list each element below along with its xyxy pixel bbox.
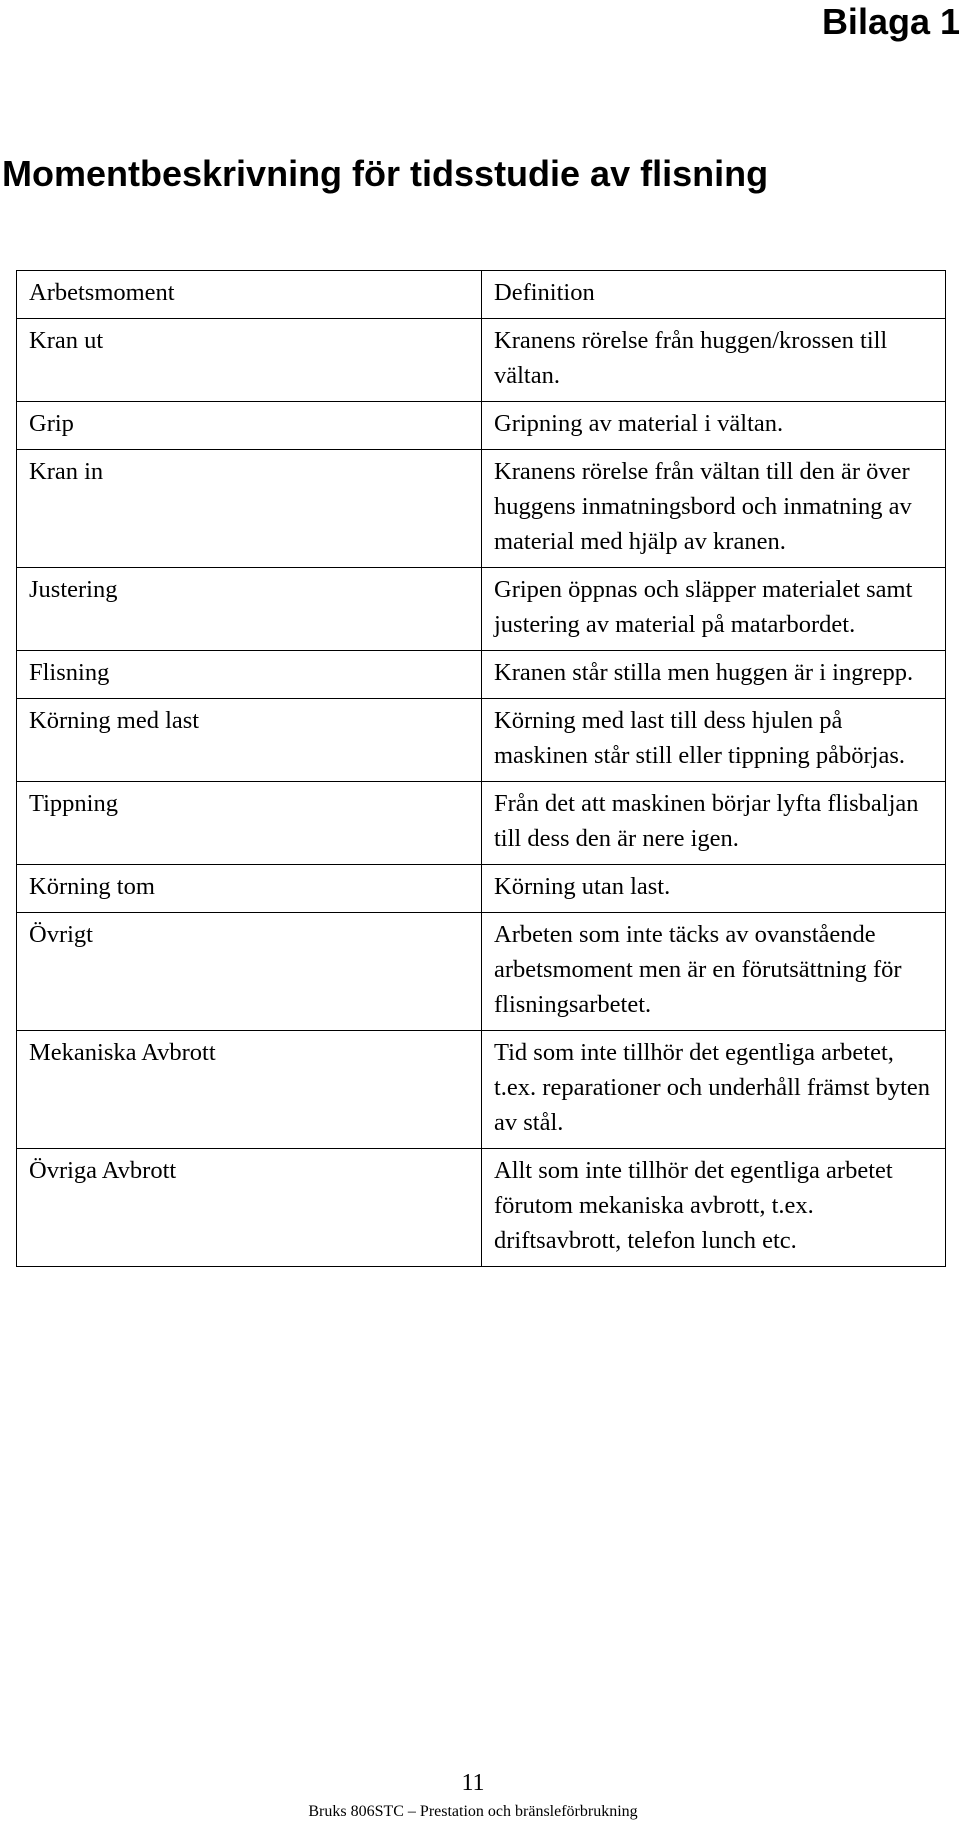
table-row — [17, 402, 946, 450]
page-footer: Bruks 806STC – Prestation och bränsleförbrukning — [308, 1803, 638, 1820]
definition-cell: Körning med last till dess hjulen på maskinen står still eller tippning påbörjas. — [482, 699, 946, 782]
table-row — [17, 865, 946, 913]
moment-table — [16, 270, 946, 1267]
moment-cell: Kran in — [17, 450, 482, 568]
table-row — [17, 782, 946, 865]
definition-cell: Allt som inte tillhör det egentliga arbetet förutom mekaniska avbrott, t.ex. driftsavbrott, telefon lunch etc. — [482, 1149, 946, 1267]
table-row — [17, 913, 946, 1031]
definition-cell: Körning utan last. — [482, 865, 946, 913]
table-header-row — [17, 271, 946, 319]
page-number: 11 — [461, 1770, 485, 1796]
definition-cell: Arbeten som inte täcks av ovanstående arbetsmoment men är en förutsättning för flisningsarbetet. — [482, 913, 946, 1031]
definition-cell: Tid som inte tillhör det egentliga arbetet, t.ex. reparationer och underhåll främst byten av stål. — [482, 1031, 946, 1149]
moment-cell: Mekaniska Avbrott — [17, 1031, 482, 1149]
appendix-label: Bilaga 1 — [821, 1, 960, 42]
moment-cell: Övriga Avbrott — [17, 1149, 482, 1267]
table-row — [17, 1149, 946, 1267]
definition-cell: Kranens rörelse från huggen/krossen till vältan. — [482, 319, 946, 402]
column-header-definition: Definition — [482, 271, 946, 319]
definition-cell: Kranens rörelse från vältan till den är över huggens inmatningsbord och inmatning av material med hjälp av kranen. — [482, 450, 946, 568]
table-row — [17, 699, 946, 782]
moment-cell: Körning med last — [17, 699, 482, 782]
table-row — [17, 319, 946, 402]
table-row — [17, 568, 946, 651]
definition-cell: Gripen öppnas och släpper materialet samt justering av material på matarbordet. — [482, 568, 946, 651]
definition-cell: Gripning av material i vältan. — [482, 402, 946, 450]
moment-cell: Flisning — [17, 651, 482, 699]
moment-cell: Övrigt — [17, 913, 482, 1031]
moment-cell: Tippning — [17, 782, 482, 865]
moment-cell: Grip — [17, 402, 482, 450]
definition-cell: Kranen står stilla men huggen är i ingrepp. — [482, 651, 946, 699]
column-header-moment: Arbetsmoment — [17, 271, 482, 319]
page-title: Momentbeskrivning för tidsstudie av flisning — [2, 153, 769, 194]
table-row — [17, 1031, 946, 1149]
table-row — [17, 450, 946, 568]
moment-cell: Kran ut — [17, 319, 482, 402]
moment-cell: Justering — [17, 568, 482, 651]
moment-cell: Körning tom — [17, 865, 482, 913]
definition-cell: Från det att maskinen börjar lyfta flisbaljan till dess den är nere igen. — [482, 782, 946, 865]
table-row — [17, 651, 946, 699]
